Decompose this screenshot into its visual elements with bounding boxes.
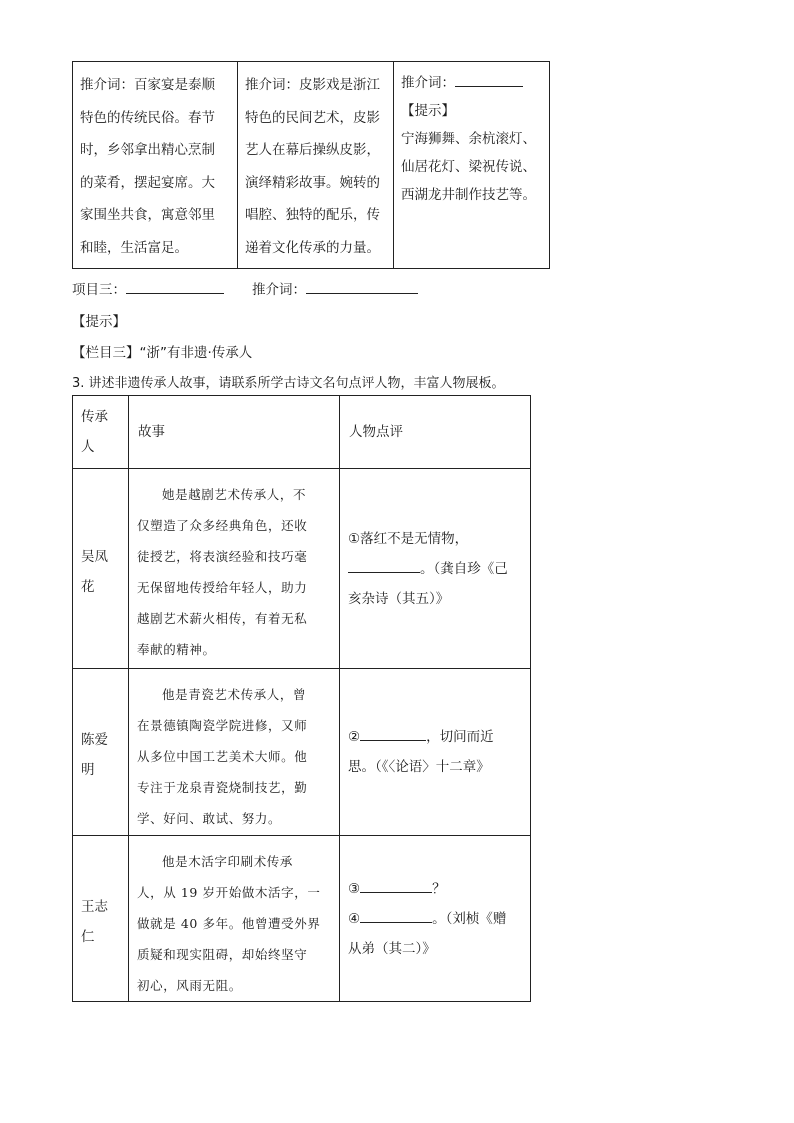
table-row — [73, 469, 531, 669]
answer-blank[interactable] — [455, 73, 523, 87]
project-three-line — [72, 278, 418, 298]
text-line: 特色的传统民俗。春节 — [80, 109, 215, 126]
blank-recommendation-cell — [394, 62, 550, 269]
answer-blank-1[interactable] — [348, 559, 420, 573]
header-comment: 人物点评 — [340, 396, 531, 469]
text-line: 唱腔、独特的配乐，传 — [245, 207, 380, 223]
text-line: 艺人在幕后操纵皮影， — [245, 142, 380, 158]
text-line: 家围坐共食，寓意邻里 — [80, 207, 215, 223]
recommendation-label: 推介词： — [401, 75, 455, 91]
comment-cell: ② ，切问而近 思。（《〈论语〉十二章》 — [340, 669, 531, 836]
comment-cell: ①落红不是无情物， 。（龚自珍《己 亥杂诗（其五）》 — [340, 469, 531, 669]
text-line: 时，乡邻拿出精心烹制 — [80, 142, 215, 158]
tip-label: 【提示】 — [401, 103, 455, 119]
text-line: 仙居花灯、梁祝传说、 — [401, 159, 536, 175]
story-cell: 他是木活字印刷术传承 人，从 19 岁开始做木活字，一 做就是 40 多年。他曾遭受外界 质疑和现实阻碍，却始终坚守 初心，风雨无阻。 — [129, 836, 340, 1002]
project-blank[interactable] — [126, 280, 224, 294]
tip-heading: 【提示】 — [72, 314, 126, 330]
story-cell: 她是越剧艺术传承人，不 仅塑造了众多经典角色，还收 徒授艺，将表演经验和技巧毫 无保留地传授给年轻人，助力 越剧艺术薪火相传，有着无私 奉献的精神。 — [129, 469, 340, 669]
header-story: 故事 — [129, 396, 340, 469]
text-line: 的菜肴，摆起宴席。大 — [80, 174, 215, 191]
text-line: 宁海狮舞、余杭滚灯、 — [401, 131, 536, 147]
table-row — [73, 836, 531, 1002]
header-person: 传承 人 — [73, 396, 129, 469]
piyingxi-cell — [238, 62, 394, 269]
person-name: 王志 仁 — [73, 836, 129, 1002]
recommend-label: 推介词： — [252, 282, 306, 298]
answer-blank-2[interactable] — [360, 727, 426, 741]
text-line: 推介词：百家宴是泰顺 — [80, 77, 215, 93]
person-name: 陈爱 明 — [73, 669, 129, 836]
baijiayan-cell — [73, 62, 238, 269]
answer-blank-4[interactable] — [360, 909, 432, 923]
story-cell: 他是青瓷艺术传承人，曾 在景德镇陶瓷学院进修，又师 从多位中国工艺美术大师。他 专注于龙泉青瓷烧制技艺，勤 学、好问、敢试、努力。 — [129, 669, 340, 836]
inheritor-table — [72, 395, 531, 1002]
person-name: 吴凤 花 — [73, 469, 129, 669]
text-line: 递着文化传承的力量。 — [245, 239, 380, 256]
table-row — [73, 669, 531, 836]
text-line: 演绎精彩故事。婉转的 — [245, 174, 380, 191]
text-line: 推介词：皮影戏是浙江 — [245, 77, 380, 93]
project-label: 项目三： — [72, 282, 126, 298]
text-line: 特色的民间艺术，皮影 — [245, 109, 380, 126]
question-three: 3. 讲述非遗传承人故事，请联系所学古诗文名句点评人物，丰富人物展板。 — [72, 376, 505, 391]
recommendation-table — [72, 61, 550, 269]
text-line: 西湖龙井制作技艺等。 — [401, 187, 536, 203]
comment-cell: ③ ？ ④ 。（刘桢《赠 从弟（其二）》 — [340, 836, 531, 1002]
recommend-blank[interactable] — [306, 280, 418, 294]
answer-blank-3[interactable] — [360, 879, 432, 893]
column-three-title: 【栏目三】“浙”有非遗·传承人 — [72, 345, 253, 361]
text-line: 和睦，生活富足。 — [80, 239, 188, 256]
